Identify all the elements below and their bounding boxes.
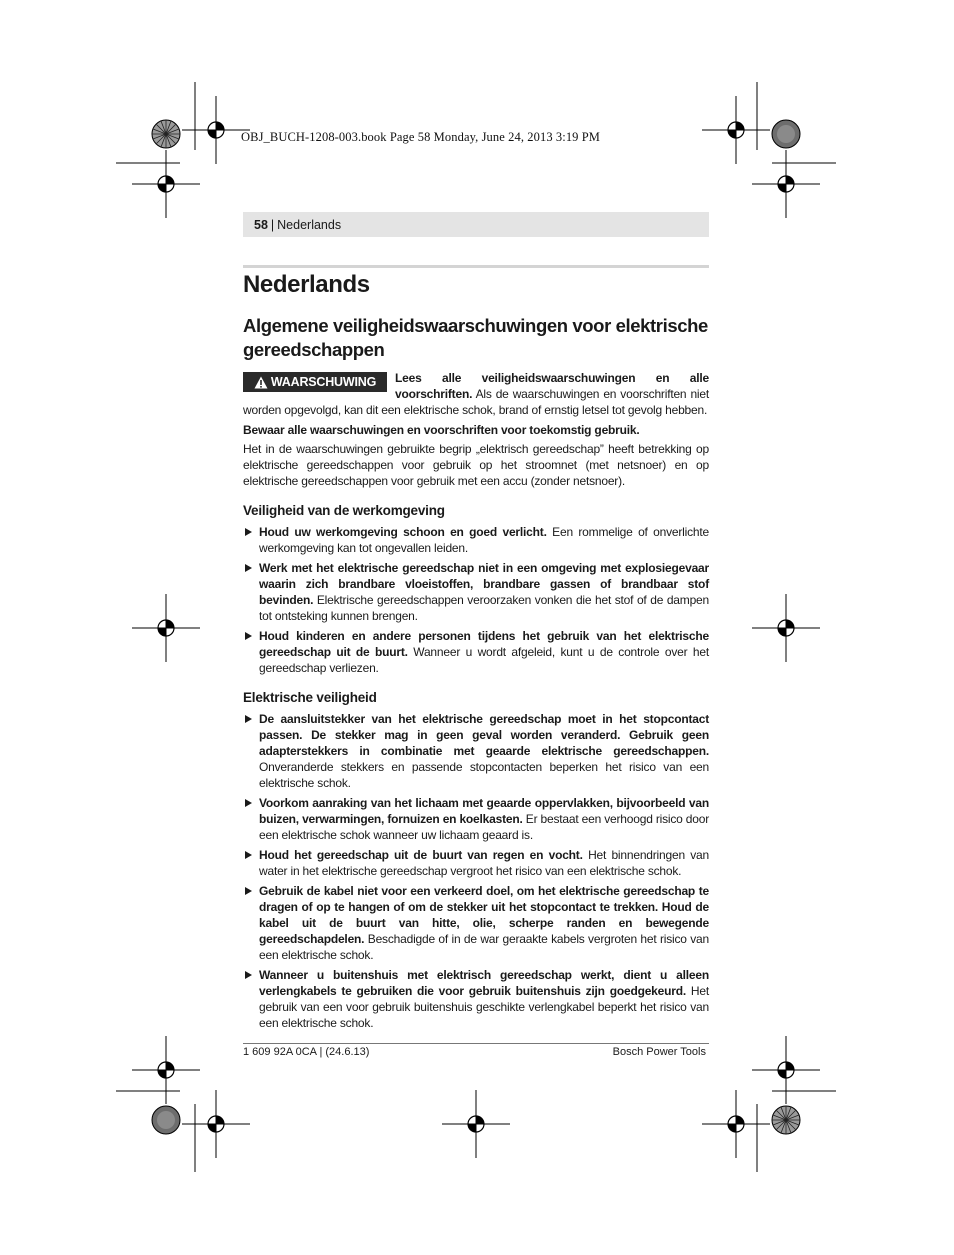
list-item-text: Het gebruik van een voor gebruik buitenshuis geschikte verlengkabel beperkt het risico van een elektrische schok. <box>259 984 709 1030</box>
list-item-bold: De aansluitstekker van het elektrische gereedschap moet in het stopcontact passen. De stekker mag in geen geval worden veranderd. Gebruik geen adapterstekkers in combinatie met geaarde elektrische gereedschappen. <box>259 712 709 758</box>
warning-badge <box>243 372 387 392</box>
bullet-triangle-icon <box>245 715 252 723</box>
warning-badge-label: WAARSCHUWING <box>270 375 377 389</box>
list-item-text: Beschadigde of in de war geraakte kabels vergroten het risico van een elektrische schok. <box>259 932 709 962</box>
list-item-bold: Werk met het elektrische gereedschap niet in een omgeving met explosiegevaar waarin zich brandbare vloeistoffen, brandbare gassen of brandbaar stof bevinden. <box>259 561 709 607</box>
list-item <box>243 560 709 624</box>
list-item-text: Wanneer u wordt afgeleid, kunt u de controle over het gereedschap verliezen. <box>259 645 709 675</box>
page-title: Nederlands <box>243 271 370 298</box>
page-content <box>243 266 709 1035</box>
keep-instructions <box>243 422 709 438</box>
bullet-triangle-icon <box>245 887 252 895</box>
list-item <box>243 628 709 676</box>
list-item-bold: Voorkom aanraking van het lichaam met geaarde oppervlakken, bijvoorbeeld van buizen, verwarmingen, fornuizen en koelkasten. <box>259 796 709 826</box>
warning-block <box>243 370 709 418</box>
warning-triangle-icon <box>254 376 268 389</box>
list-item <box>243 967 709 1031</box>
list-item-bold: Wanneer u buitenshuis met elektrisch gereedschap werkt, dient u alleen verlengkabels te gebruiken die voor gebruik buitenshuis zijn goedgekeurd. <box>259 968 709 998</box>
subsection-heading: Veiligheid van de werkomgeving <box>243 503 445 518</box>
list-item-text: Het binnendringen van water in het elektrische gereedschap vergroot het risico van een elektrische schok. <box>259 848 709 878</box>
list-item-bold: Houd uw werkomgeving schoon en goed verlicht. <box>259 525 547 539</box>
list-item <box>243 883 709 963</box>
print-info-line: OBJ_BUCH-1208-003.book Page 58 Monday, June 24, 2013 3:19 PM <box>241 130 601 144</box>
list-item-bold: Houd het gereedschap uit de buurt van regen en vocht. <box>259 848 583 862</box>
bullet-triangle-icon <box>245 799 252 807</box>
warning-body: Als de waarschuwingen en voorschriften niet worden opgevolgd, kan dit een elektrische schok, brand of ernstig letsel tot gevolg hebben. <box>243 387 709 417</box>
bullet-triangle-icon <box>245 971 252 979</box>
page-number: 58 <box>254 217 268 232</box>
bullet-triangle-icon <box>245 528 252 536</box>
list-item <box>243 847 709 879</box>
bullet-list <box>243 524 709 676</box>
subsection-heading: Elektrische veiligheid <box>243 690 377 705</box>
warning-bold: Lees alle veiligheidswaarschuwingen en alle voorschriften. <box>395 371 709 401</box>
list-item <box>243 524 709 556</box>
list-item-bold: Houd kinderen en andere personen tijdens het gebruik van het elektrische gereedschap uit de buurt. <box>259 629 709 659</box>
footer-doc-number: 1 609 92A 0CA | (24.6.13) <box>243 1046 370 1058</box>
bullet-list <box>243 711 709 1031</box>
keep-instructions-bold: Bewaar alle waarschuwingen en voorschriften voor toekomstig gebruik. <box>243 423 640 437</box>
list-item-text: Een rommelige of onverlichte werkomgeving kan tot ongevallen leiden. <box>259 525 709 555</box>
list-item-text: Onveranderde stekkers en passende stopcontacten beperken het risico van een elektrische schok. <box>259 760 709 790</box>
bullet-triangle-icon <box>245 851 252 859</box>
section-title: Algemene veiligheidswaarschuwingen voor elektrische gereedschappen <box>243 315 708 360</box>
list-item <box>243 795 709 843</box>
definition-paragraph: Het in de waarschuwingen gebruikte begrip „elektrisch gereedschap” heeft betrekking op elektrische gereedschappen voor gebruik op het stroomnet (met netsnoer) en op elektrische gereedschappen voor gebruik met een accu (zonder netsnoer). <box>243 442 709 488</box>
list-item-bold: Gebruik de kabel niet voor een verkeerd doel, om het elektrische gereedschap te dragen of op te hangen of om de stekker uit het stopcontact te trekken. Houd de kabel uit de buurt van hitte, olie, scherpe randen en bewegende gereedschapdelen. <box>259 884 709 946</box>
bullet-triangle-icon <box>245 564 252 572</box>
footer-brand: Bosch Power Tools <box>612 1046 706 1058</box>
sections <box>243 502 709 1031</box>
header-language: Nederlands <box>277 217 342 232</box>
footer-rule <box>243 1043 709 1044</box>
list-item <box>243 711 709 791</box>
list-item-text: Elektrische gereedschappen veroorzaken vonken die het stof of de dampen tot ontsteking kunnen brengen. <box>259 593 709 623</box>
list-item-text: Er bestaat een verhoogd risico door een elektrische schok wanneer uw lichaam geaard is. <box>259 812 710 842</box>
page-header <box>243 212 709 237</box>
bullet-triangle-icon <box>245 632 252 640</box>
header-separator: | <box>270 217 275 232</box>
